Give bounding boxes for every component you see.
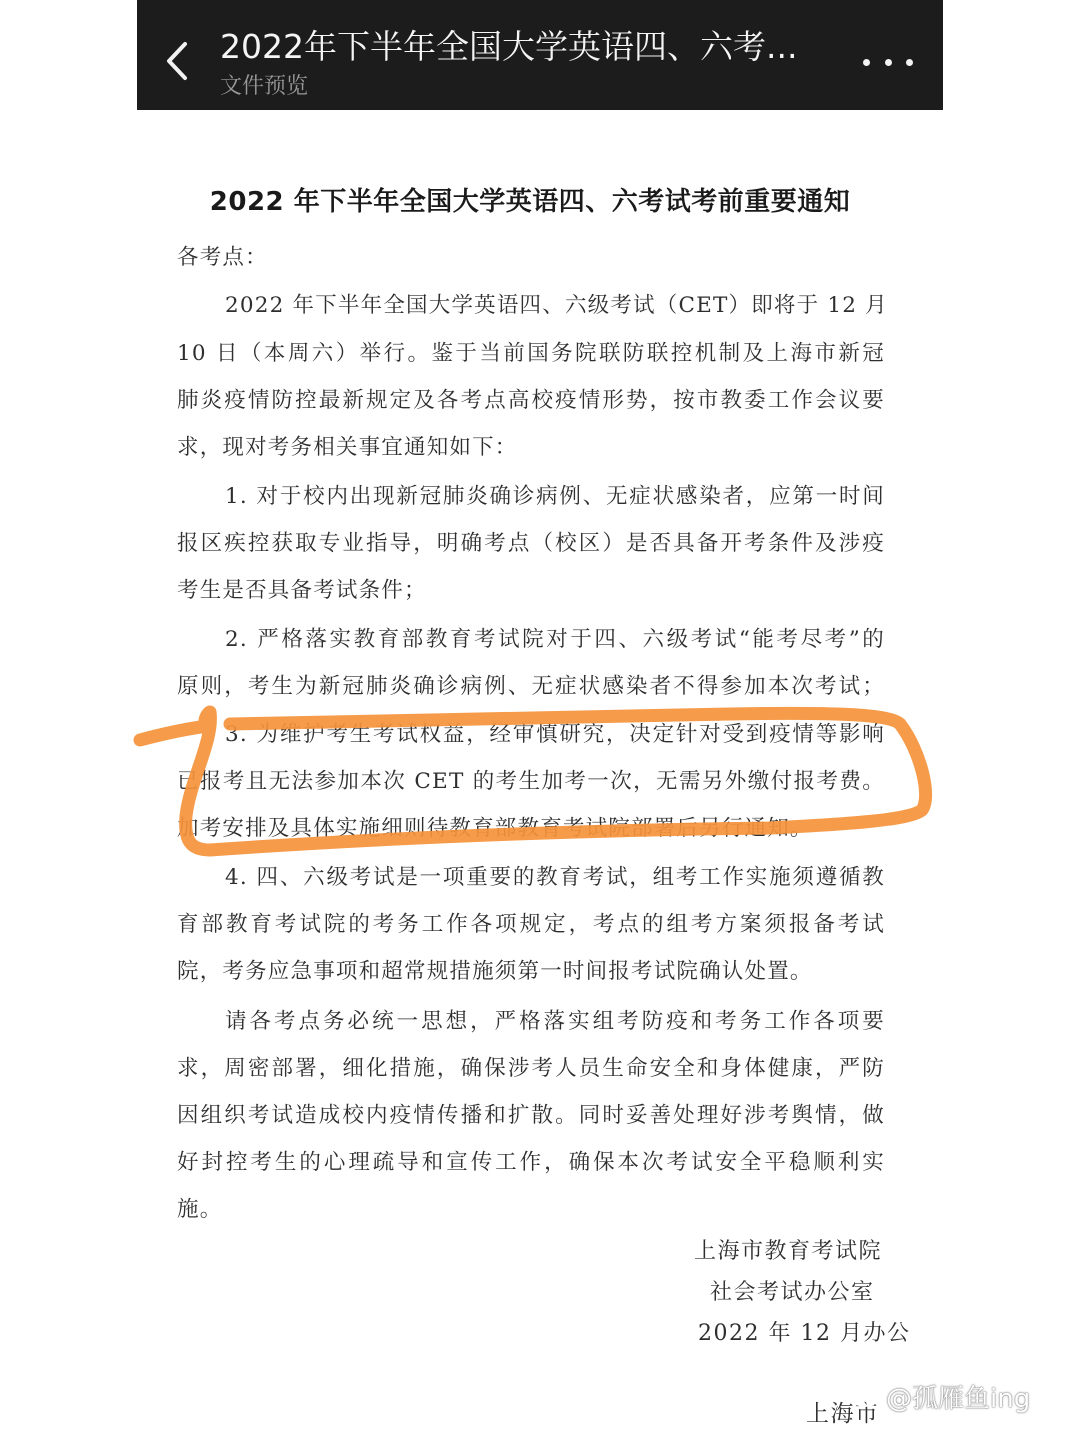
doc-line: 加考安排及具体实施细则待教育部教育考试院部署后另行通知。 (177, 816, 813, 841)
doc-line: 3. 为维护考生考试权益，经审慎研究，决定针对受到疫情等影响 (225, 722, 885, 747)
doc-line: 育部教育考试院的考务工作各项规定，考点的组考方案须报备考试 (177, 912, 885, 937)
doc-line: 求，现对考务相关事宜通知如下： (177, 435, 518, 460)
doc-line: 10 日（本周六）举行。鉴于当前国务院联防联控机制及上海市新冠 (177, 341, 885, 366)
doc-line: 报区疾控获取专业指导，明确考点（校区）是否具备开考条件及涉疫 (177, 531, 885, 556)
signature-org: 上海市教育考试院 (694, 1239, 883, 1264)
watermark (852, 1378, 1030, 1415)
stamp-text: 上海市 (806, 1401, 880, 1427)
doc-line: 2. 严格落实教育部教育考试院对于四、六级考试“能考尽考”的 (225, 627, 885, 652)
file-title: 2022年下半年全国大学英语四、六考... (220, 27, 798, 66)
doc-line: 4. 四、六级考试是一项重要的教育考试，组考工作实施须遵循教 (225, 865, 885, 890)
signature-date: 2022 年 12 月办公 (698, 1321, 911, 1346)
doc-line: 请各考点务必统一思想，严格落实组考防疫和考务工作各项要 (225, 1009, 885, 1034)
more-icon-dot (906, 59, 913, 66)
doc-line: 因组织考试造成校内疫情传播和扩散。同时妥善处理好涉考舆情，做 (177, 1103, 885, 1128)
doc-line: 肺炎疫情防控最新规定及各考点高校疫情形势，按市教委工作会议要 (177, 388, 885, 413)
salutation: 各考点： (177, 245, 268, 270)
doc-line: 好封控考生的心理疏导和宣传工作，确保本次考试安全平稳顺利实 (177, 1150, 885, 1175)
doc-line: 求，周密部署，细化措施，确保涉考人员生命安全和身体健康，严防 (177, 1056, 885, 1081)
file-preview-label: 文件预览 (220, 74, 309, 99)
document-title: 2022 年下半年全国大学英语四、六考试考前重要通知 (209, 187, 851, 217)
doc-line: 施。 (177, 1197, 223, 1222)
doc-line: 院，考务应急事项和超常规措施须第一时间报考试院确认处置。 (177, 959, 813, 984)
more-icon-dot (885, 59, 892, 66)
back-button[interactable] (159, 38, 199, 84)
top-bar (137, 0, 943, 110)
watermark-text: @孤雁鱼ing (886, 1384, 1031, 1414)
more-options-button[interactable] (863, 44, 913, 80)
doc-line: 已报考且无法参加本次 CET 的考生加考一次，无需另外缴付报考费。 (177, 769, 885, 794)
doc-line: 考生是否具备考试条件； (177, 578, 427, 603)
more-icon-dot (863, 59, 870, 66)
platform-logo-icon (852, 1385, 882, 1411)
doc-line: 原则，考生为新冠肺炎确诊病例、无症状感染者不得参加本次考试； (177, 674, 885, 699)
doc-line: 1. 对于校内出现新冠肺炎确诊病例、无症状感染者，应第一时间 (225, 484, 885, 509)
signature-dept: 社会考试办公室 (710, 1280, 875, 1305)
chevron-left-icon (159, 38, 199, 84)
doc-line: 2022 年下半年全国大学英语四、六级考试（CET）即将于 12 月 (225, 293, 888, 318)
